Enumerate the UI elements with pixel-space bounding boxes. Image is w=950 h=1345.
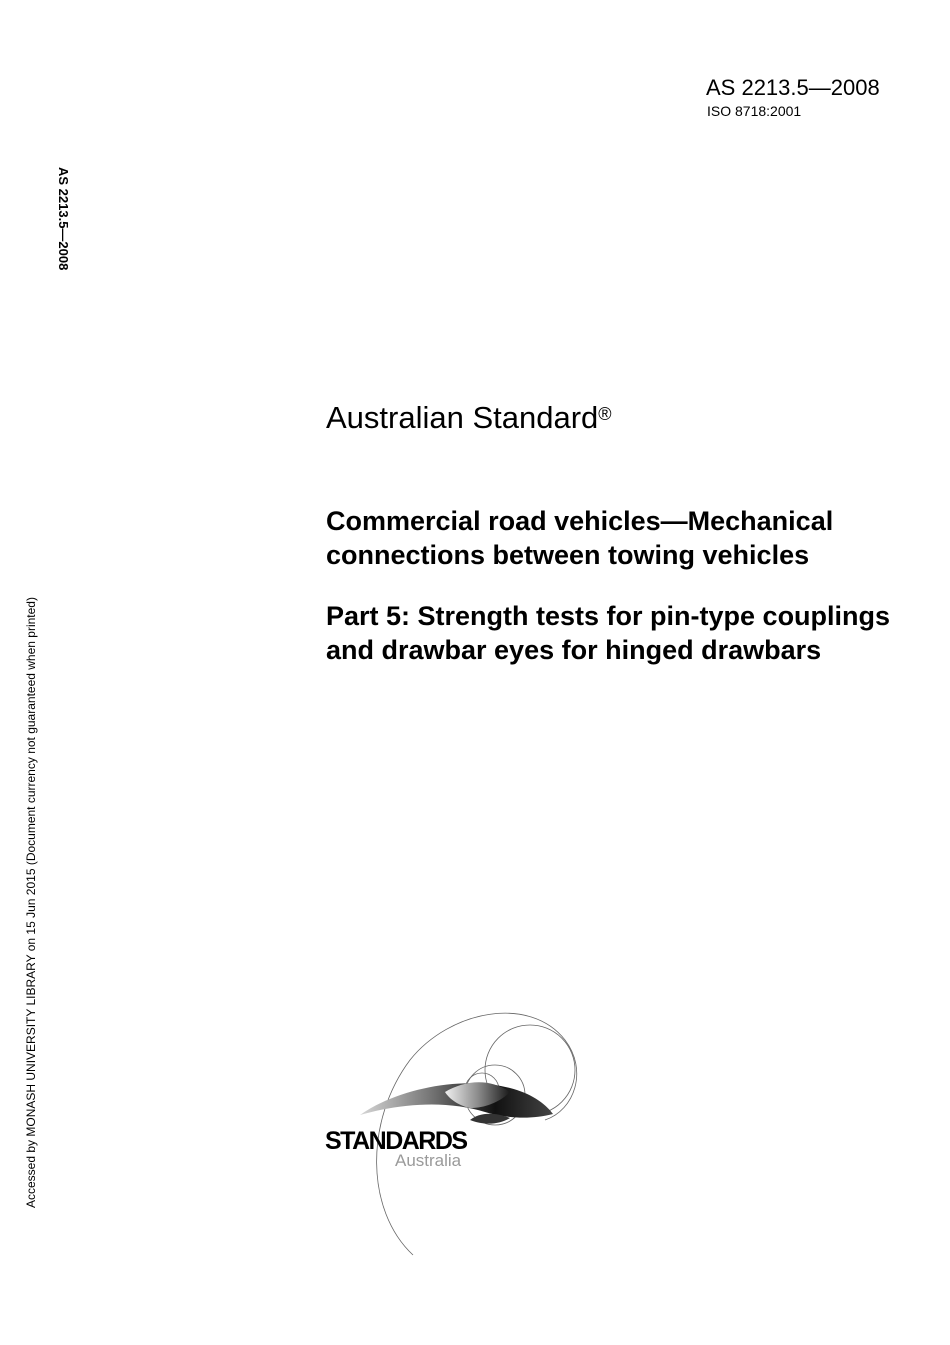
iso-reference: ISO 8718:2001 (707, 103, 802, 119)
registered-mark: ® (598, 404, 612, 424)
logo-subtext: Australia (395, 1151, 462, 1170)
logo-wordmark: STANDARDS (325, 1127, 467, 1155)
document-part-title: Part 5: Strength tests for pin-type couplings and drawbar eyes for hinged drawbars (326, 601, 891, 665)
access-notice: Accessed by MONASH UNIVERSITY LIBRARY on 15 Jun 2015 (Document currency not guaranteed when printed) (24, 597, 38, 1208)
spine-standard-number: AS 2213.5—2008 (56, 167, 71, 271)
document-title: Commercial road vehicles—Mechanical connections between towing vehicles (326, 506, 834, 570)
document-type-label: Australian Standard (326, 400, 599, 435)
standard-number: AS 2213.5—2008 (706, 75, 880, 100)
document-type (326, 398, 612, 438)
